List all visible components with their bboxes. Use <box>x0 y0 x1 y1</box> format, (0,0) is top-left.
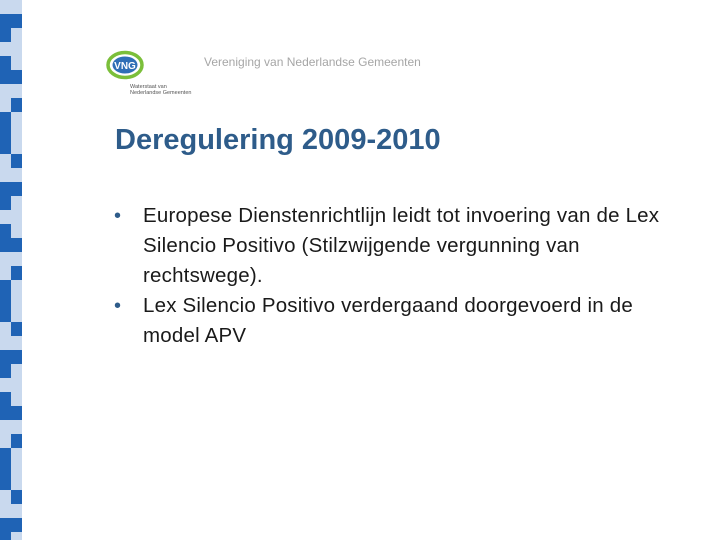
strip-block <box>0 280 11 294</box>
strip-block <box>11 182 22 196</box>
strip-block <box>11 252 22 266</box>
strip-block <box>0 238 11 252</box>
strip-block <box>0 70 11 84</box>
strip-block <box>11 70 22 84</box>
strip-block <box>11 504 22 518</box>
strip-block <box>11 154 22 168</box>
left-decorative-strip <box>0 0 22 540</box>
bullet-text: Lex Silencio Positivo verdergaand doorgevoerd in de model APV <box>143 294 633 347</box>
strip-block <box>11 126 22 140</box>
strip-block <box>11 336 22 350</box>
strip-block <box>11 322 22 336</box>
strip-block <box>0 294 11 308</box>
strip-block <box>0 350 11 364</box>
bullet-item <box>114 201 694 291</box>
strip-block <box>11 28 22 42</box>
strip-block <box>11 224 22 238</box>
strip-block <box>11 84 22 98</box>
strip-block <box>0 518 11 532</box>
strip-block <box>0 448 11 462</box>
bullet-list <box>114 201 694 351</box>
logo-tagline-2: Nederlandse Gemeenten <box>130 90 192 96</box>
strip-block <box>0 420 11 434</box>
strip-block <box>11 266 22 280</box>
logo-tagline-1: Waterstaat van <box>130 84 167 90</box>
strip-block <box>0 154 11 168</box>
strip-block <box>0 126 11 140</box>
vng-logo <box>105 48 197 96</box>
strip-block <box>0 112 11 126</box>
strip-block <box>0 308 11 322</box>
strip-block <box>0 84 11 98</box>
strip-block <box>11 196 22 210</box>
strip-block <box>11 476 22 490</box>
bullet-marker: • <box>114 205 122 227</box>
strip-block <box>11 280 22 294</box>
strip-block <box>11 140 22 154</box>
strip-block <box>0 266 11 280</box>
strip-block <box>11 14 22 28</box>
strip-block <box>0 490 11 504</box>
strip-block <box>11 434 22 448</box>
bullet-text: Europese Dienstenrichtlijn leidt tot invoering van de Lex Silencio Positivo (Stilzwijgende vergunning van rechtswege). <box>143 204 660 287</box>
strip-block <box>11 420 22 434</box>
strip-block <box>0 392 11 406</box>
strip-block <box>0 252 11 266</box>
strip-block <box>11 98 22 112</box>
strip-block <box>0 42 11 56</box>
strip-block <box>11 490 22 504</box>
strip-block <box>11 308 22 322</box>
strip-block <box>0 210 11 224</box>
strip-block <box>11 406 22 420</box>
strip-block <box>0 504 11 518</box>
strip-block <box>11 42 22 56</box>
strip-block <box>11 238 22 252</box>
strip-block <box>11 294 22 308</box>
strip-block <box>0 140 11 154</box>
strip-block <box>11 168 22 182</box>
strip-block <box>0 56 11 70</box>
strip-block <box>0 336 11 350</box>
strip-block <box>11 392 22 406</box>
strip-block <box>0 182 11 196</box>
strip-block <box>11 0 22 14</box>
strip-block <box>0 168 11 182</box>
strip-block <box>0 14 11 28</box>
strip-block <box>0 434 11 448</box>
strip-block <box>11 448 22 462</box>
strip-block <box>11 56 22 70</box>
strip-block <box>0 98 11 112</box>
strip-block <box>11 112 22 126</box>
strip-block <box>0 28 11 42</box>
bullet-marker: • <box>114 295 122 317</box>
organization-name: Vereniging van Nederlandse Gemeenten <box>204 55 421 69</box>
strip-block <box>0 532 11 540</box>
strip-block <box>0 462 11 476</box>
strip-block <box>11 518 22 532</box>
strip-block <box>0 364 11 378</box>
strip-block <box>0 406 11 420</box>
strip-block <box>11 350 22 364</box>
strip-block <box>0 322 11 336</box>
strip-block <box>0 378 11 392</box>
slide-title: Deregulering 2009-2010 <box>115 124 441 156</box>
strip-block <box>11 378 22 392</box>
strip-block <box>0 476 11 490</box>
strip-block <box>11 462 22 476</box>
logo-acronym: VNG <box>114 61 136 72</box>
bullet-item <box>114 291 694 351</box>
strip-block <box>11 532 22 540</box>
strip-block <box>0 224 11 238</box>
strip-block <box>11 364 22 378</box>
strip-block <box>11 210 22 224</box>
strip-block <box>0 0 11 14</box>
strip-block <box>0 196 11 210</box>
